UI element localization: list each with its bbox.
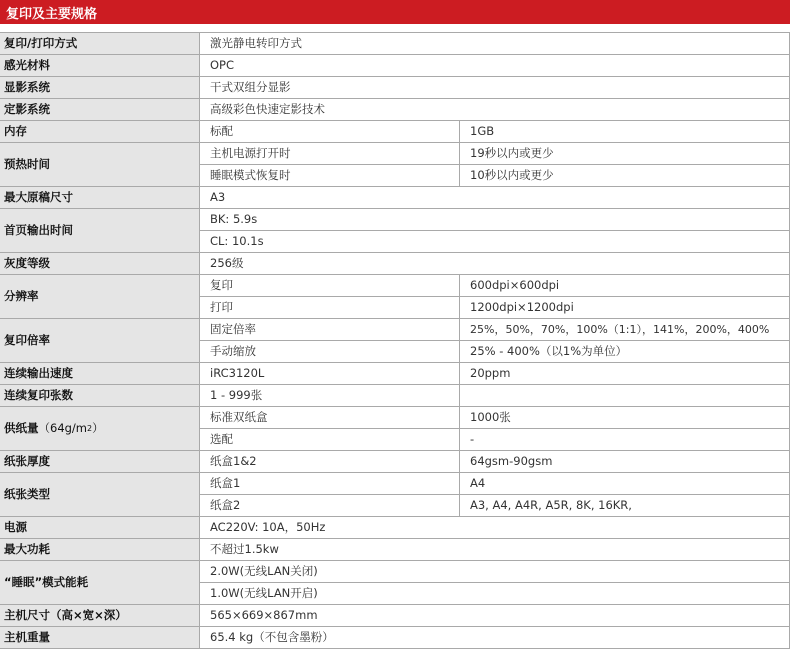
row-label: 灰度等级: [0, 253, 200, 275]
row-sublabel: iRC3120L: [200, 363, 460, 385]
row-label: 主机重量: [0, 627, 200, 649]
label-rest: 模式能耗: [42, 574, 89, 589]
row-value: -: [460, 429, 790, 451]
section-title: 复印及主要规格: [6, 7, 98, 22]
label-unit: （64g/m: [38, 420, 88, 435]
row-value: CL: 10.1s: [200, 231, 790, 253]
row-value: A4: [460, 473, 790, 495]
row-sublabel: 睡眠模式恢复时: [200, 165, 460, 187]
label-text: 供纸量: [4, 420, 39, 435]
row-value: A3: [200, 187, 790, 209]
row-label: 纸张类型: [0, 473, 200, 517]
row-label: 感光材料: [0, 55, 200, 77]
row-value: 65.4 kg（不包含墨粉）: [200, 627, 790, 649]
row-value: 25% - 400%（以1%为单位）: [460, 341, 790, 363]
row-value: 1GB: [460, 121, 790, 143]
row-value: 不超过1.5kw: [200, 539, 790, 561]
row-label: 电源: [0, 517, 200, 539]
row-value: 1000张: [460, 407, 790, 429]
row-sublabel: 选配: [200, 429, 460, 451]
row-value: 激光静电转印方式: [200, 33, 790, 55]
row-value: 10秒以内或更少: [460, 165, 790, 187]
row-sublabel: 标配: [200, 121, 460, 143]
row-value: 25%，50%，70%，100%（1:1），141%，200%，400%: [460, 319, 790, 341]
row-label: [0, 407, 200, 451]
row-value: 20ppm: [460, 363, 790, 385]
label-quote-close: ”: [34, 574, 43, 589]
row-value: 干式双组分显影: [200, 77, 790, 99]
row-value: A3, A4, A4R, A5R, 8K, 16KR,: [460, 495, 790, 517]
row-sublabel: 主机电源打开时: [200, 143, 460, 165]
row-sublabel: 手动缩放: [200, 341, 460, 363]
row-label: 首页输出时间: [0, 209, 200, 253]
row-sublabel: 纸盒2: [200, 495, 460, 517]
row-value: 64gsm-90gsm: [460, 451, 790, 473]
row-label: 预热时间: [0, 143, 200, 187]
label-quote-open: “: [4, 574, 12, 589]
row-value: AC220V: 10A，50Hz: [200, 517, 790, 539]
row-sublabel: 复印: [200, 275, 460, 297]
row-sublabel: 纸盒1&2: [200, 451, 460, 473]
row-label: 最大功耗: [0, 539, 200, 561]
row-label: 连续复印张数: [0, 385, 200, 407]
row-label: 复印/打印方式: [0, 33, 200, 55]
row-sublabel: 固定倍率: [200, 319, 460, 341]
row-value: 256级: [200, 253, 790, 275]
row-value: OPC: [200, 55, 790, 77]
row-label: 显影系统: [0, 77, 200, 99]
row-label: 最大原稿尺寸: [0, 187, 200, 209]
row-sublabel: 打印: [200, 297, 460, 319]
label-superscript: 2: [87, 423, 93, 433]
row-label: 复印倍率: [0, 319, 200, 363]
row-label: 定影系统: [0, 99, 200, 121]
row-label: 内存: [0, 121, 200, 143]
row-value: 1 - 999张: [200, 385, 460, 407]
row-label: [0, 561, 200, 605]
row-value: BK: 5.9s: [200, 209, 790, 231]
row-label: 纸张厚度: [0, 451, 200, 473]
row-label: 分辨率: [0, 275, 200, 319]
row-value: 600dpi×600dpi: [460, 275, 790, 297]
row-value: 1.0W(无线LAN开启): [200, 583, 790, 605]
row-value: 高级彩色快速定影技术: [200, 99, 790, 121]
label-word: 睡眠: [11, 574, 35, 589]
row-value: 1200dpi×1200dpi: [460, 297, 790, 319]
row-sublabel: 纸盒1: [200, 473, 460, 495]
row-sublabel: 标准双纸盒: [200, 407, 460, 429]
empty-cell: [460, 385, 790, 407]
row-value: 19秒以内或更少: [460, 143, 790, 165]
row-value: 2.0W(无线LAN关闭): [200, 561, 790, 583]
row-label: 主机尺寸（高×宽×深）: [0, 605, 200, 627]
label-close: ）: [92, 420, 104, 435]
row-label: 连续输出速度: [0, 363, 200, 385]
row-value: 565×669×867mm: [200, 605, 790, 627]
section-header: [0, 0, 790, 24]
